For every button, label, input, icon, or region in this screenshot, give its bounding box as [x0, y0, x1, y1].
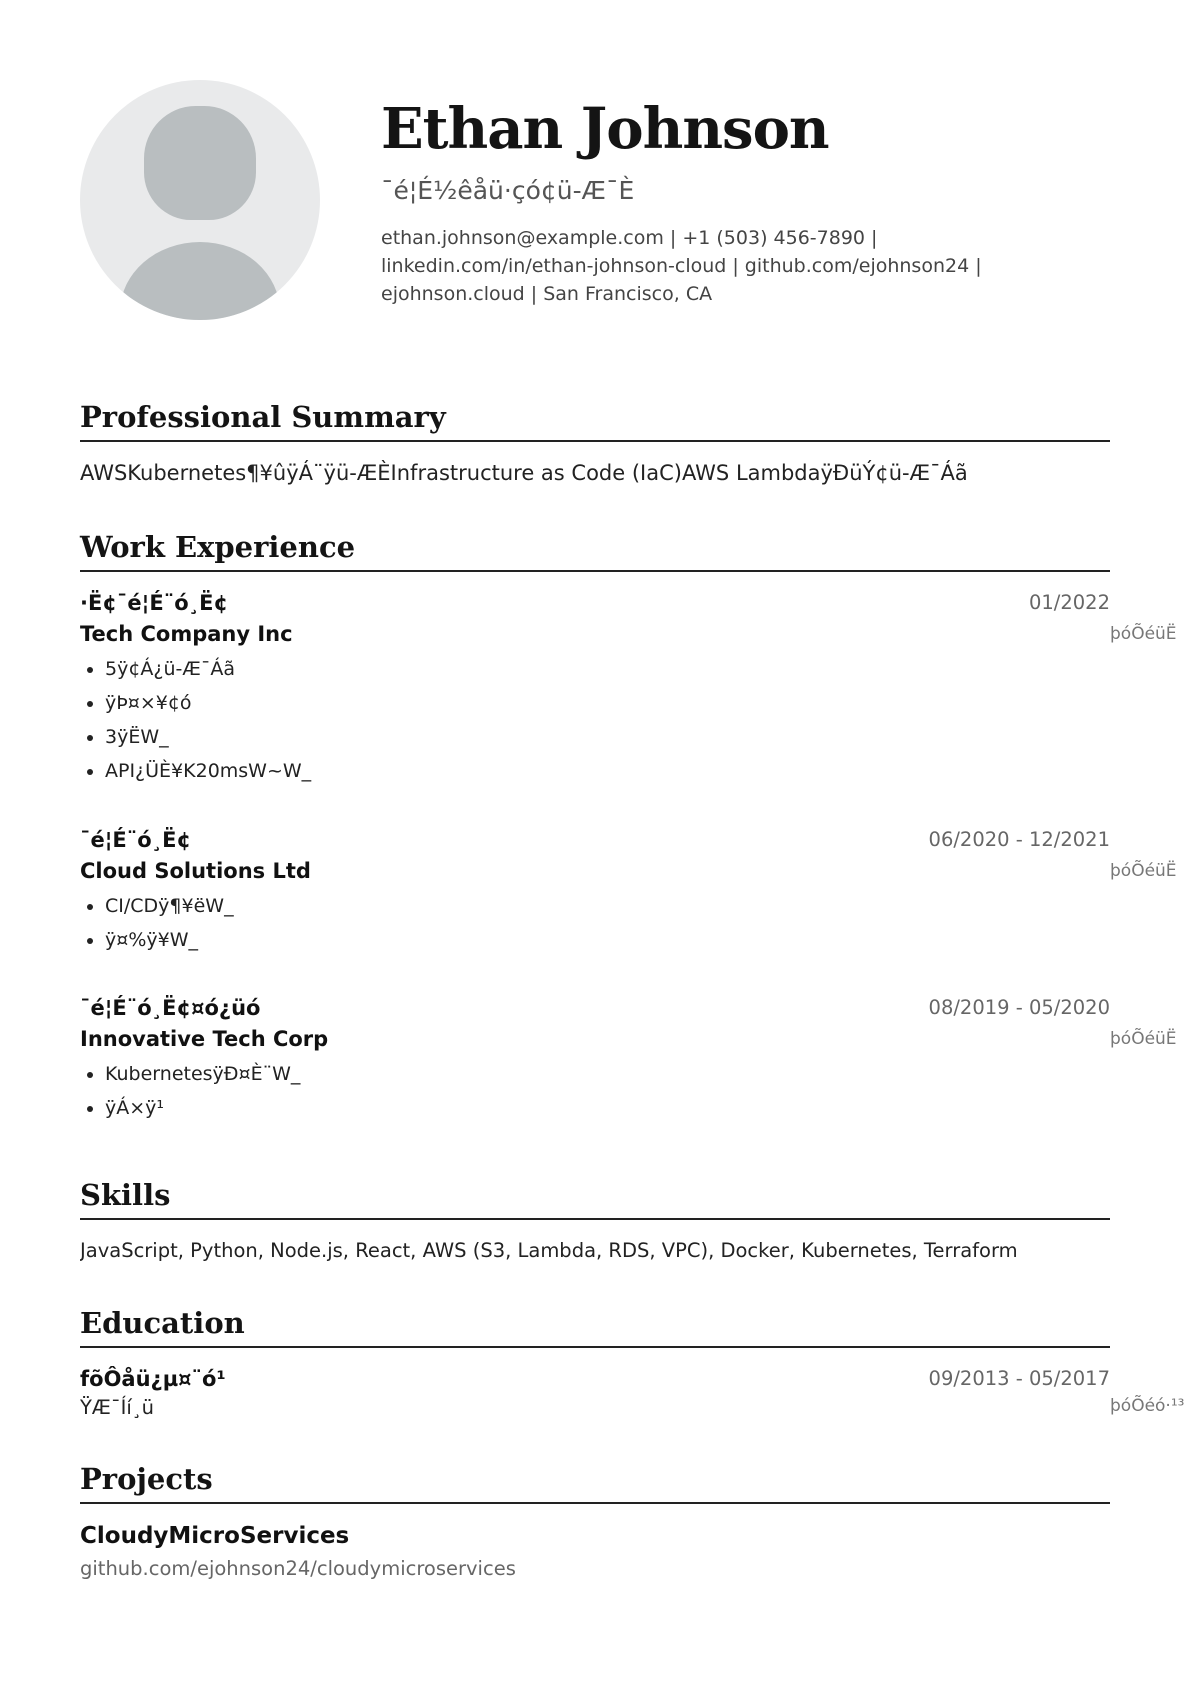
- list-item: • KubernetesÿÐ¤È¨W_: [105, 1057, 1190, 1091]
- skills-section: [80, 1180, 1110, 1266]
- job-company: Innovative Tech Corp: [80, 1027, 329, 1051]
- section-title-skills: Skills: [80, 1180, 1110, 1220]
- section-title-experience: Work Experience: [80, 532, 1110, 572]
- education-section: [80, 1308, 1110, 1348]
- job-entry: [80, 993, 1190, 1125]
- job-location: þóÕéüË: [1110, 1029, 1177, 1049]
- job-date: 01/2022: [1028, 591, 1110, 614]
- contact-line: ethan.johnson@example.com | +1 (503) 456-7890 |: [381, 227, 878, 249]
- list-item: • CI/CDÿ¶¥ëW_: [105, 889, 1190, 923]
- education-school: fõÔåü¿µ¤¨ó¹: [80, 1367, 226, 1391]
- list-item: • ÿ¤%ÿ¥W_: [105, 923, 1190, 957]
- job-title: ¯é¦É¨ó¸Ë¢¤ó¿üó: [80, 996, 261, 1020]
- list-item: • 3ÿËW_: [105, 720, 1190, 754]
- education-degree: ŸÆ¯Íí¸ü: [80, 1396, 154, 1419]
- list-item: • 5ÿ¢Á¿ü-Æ¯Áã: [105, 652, 1190, 686]
- job-title: ·Ë¢¯é¦É¨ó¸Ë¢: [80, 591, 229, 615]
- education-date: 09/2013 - 05/2017: [928, 1367, 1110, 1390]
- list-item: • ÿÞ¤×¥¢ó: [105, 686, 1190, 720]
- education-location: þóÕéó·¹³: [1110, 1396, 1185, 1416]
- avatar: [80, 80, 320, 320]
- list-item: • ÿÁ×ÿ¹: [105, 1091, 1190, 1125]
- contact-line: ejohnson.cloud | San Francisco, CA: [381, 283, 713, 305]
- job-title: ¯é¦É¨ó¸Ë¢: [80, 828, 192, 852]
- section-title-summary: Professional Summary: [80, 402, 1110, 442]
- job-entry: [80, 588, 1190, 788]
- list-item: • API¿ÜÈ¥K20msW~W_: [105, 754, 1190, 788]
- section-title-education: Education: [80, 1308, 1110, 1348]
- candidate-headline: ¯é¦É½êåü·çó¢ü-Æ¯È: [381, 176, 635, 205]
- project-link[interactable]: github.com/ejohnson24/cloudymicroservices: [80, 1556, 516, 1580]
- experience-section: [80, 532, 1110, 572]
- projects-section: [80, 1464, 1110, 1586]
- contact-line: linkedin.com/in/ethan-johnson-cloud | github.com/ejohnson24 |: [381, 255, 982, 277]
- education-entry: [80, 1364, 1190, 1422]
- job-date: 06/2020 - 12/2021: [928, 828, 1110, 851]
- contact-info: [381, 224, 1021, 308]
- summary-section: [80, 402, 1110, 488]
- avatar-head-shape: [144, 106, 256, 220]
- avatar-body-shape: [120, 242, 280, 320]
- job-entry: [80, 825, 1190, 957]
- job-bullets: [80, 889, 1190, 957]
- summary-text: AWSKubernetes¶¥ûÿÁ¨ÿü-ÆÈInfrastructure as Code (IaC)AWS LambdaÿÐüÝ¢ü-Æ¯Áã: [80, 460, 968, 485]
- job-bullets: [80, 1057, 1190, 1125]
- job-location: þóÕéüË: [1110, 624, 1177, 644]
- job-location: þóÕéüË: [1110, 861, 1177, 881]
- job-company: Tech Company Inc: [80, 622, 293, 646]
- section-title-projects: Projects: [80, 1464, 1110, 1504]
- job-company: Cloud Solutions Ltd: [80, 859, 311, 883]
- job-date: 08/2019 - 05/2020: [928, 996, 1110, 1019]
- candidate-name: Ethan Johnson: [381, 96, 829, 162]
- skills-text: JavaScript, Python, Node.js, React, AWS (S3, Lambda, RDS, VPC), Docker, Kubernetes, Terraform: [80, 1238, 1018, 1262]
- job-bullets: [80, 652, 1190, 788]
- project-name: CloudyMicroServices: [80, 1522, 350, 1549]
